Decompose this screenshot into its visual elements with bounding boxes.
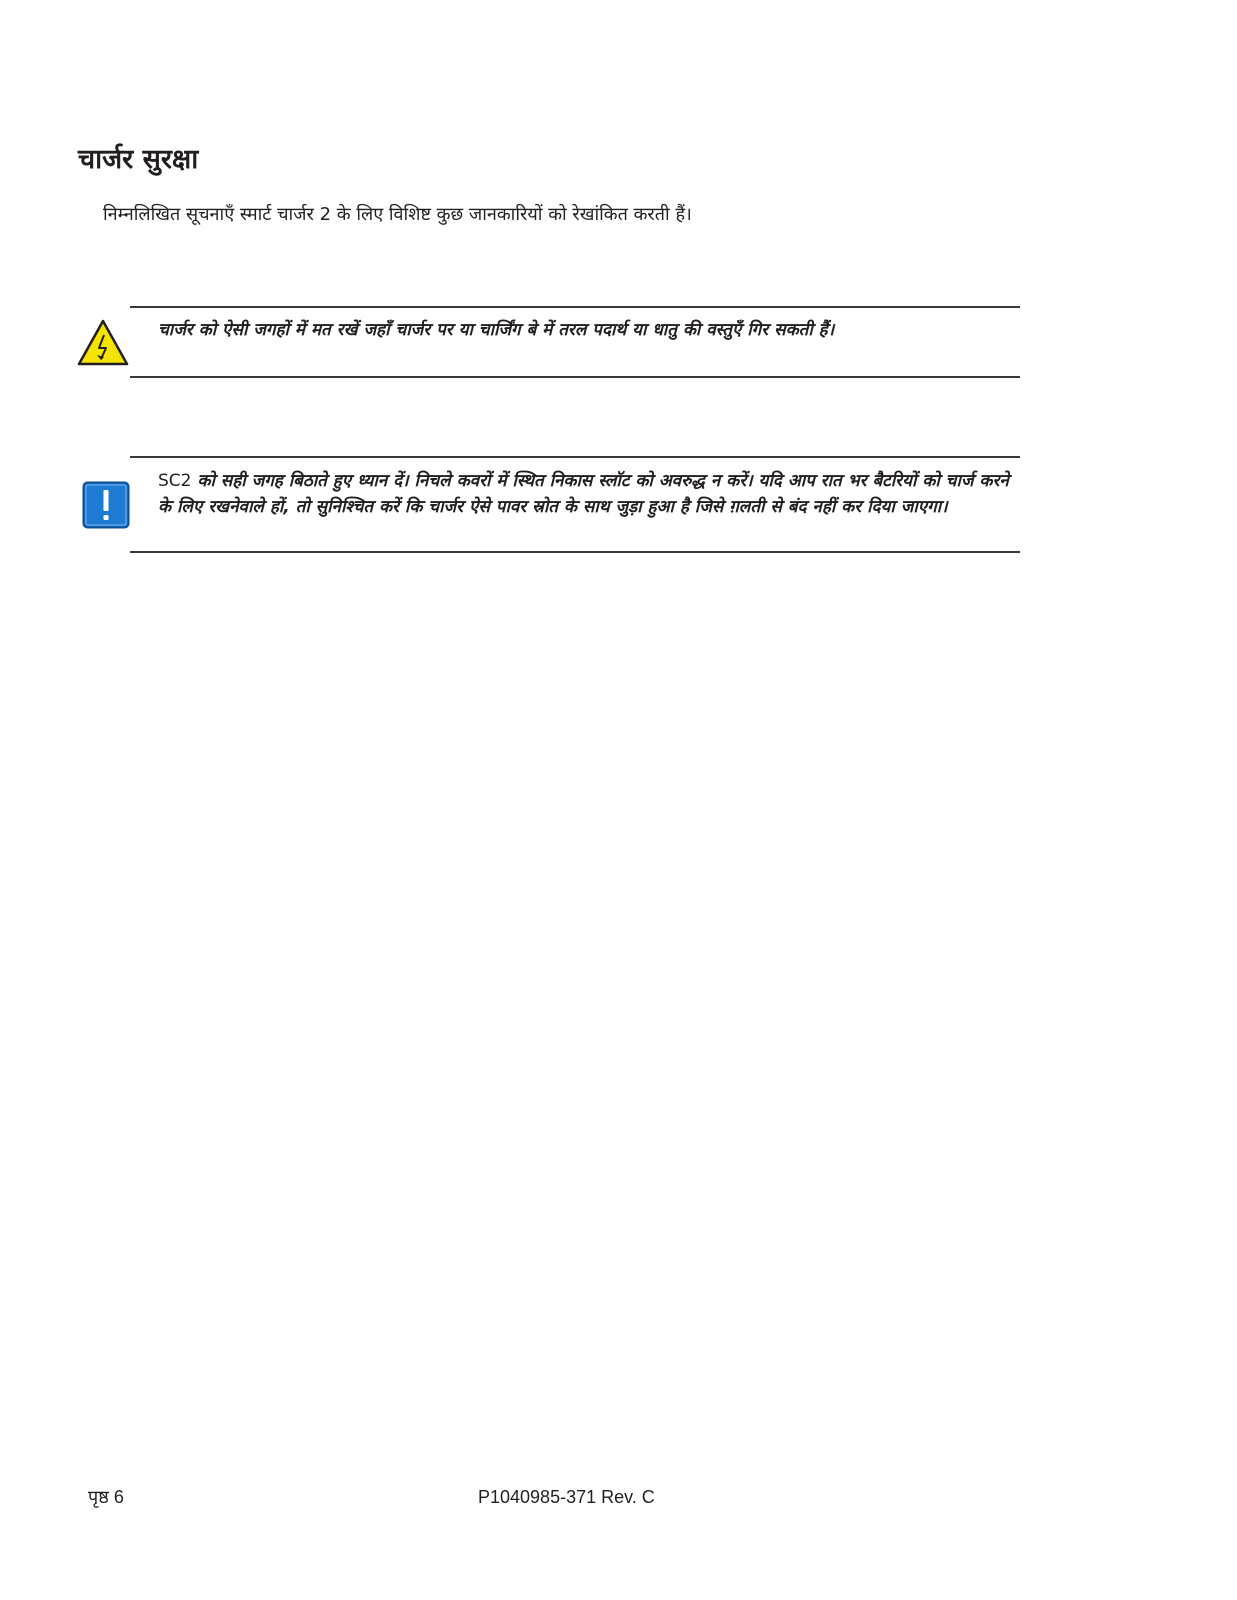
electric-shock-warning-icon	[76, 318, 130, 368]
page-number: पृष्ठ 6	[88, 1487, 124, 1507]
intro-paragraph: निम्नलिखित सूचनाएँ स्मार्ट चार्जर 2 के लिए विशिष्ट कुछ जानकारियों को रेखांकित करती हैं।	[103, 204, 692, 225]
important-notice-body: को सही जगह बिठाते हुए ध्यान दें। निचले कवरों में स्थित निकास स्लॉट को अवरुद्ध न करें। यदि आप रात भर बैटरियों को चार्ज करने के लिए रखनेवाले हों, तो सुनिश्चित करें कि चार्जर ऐसे पावर स्रोत के साथ जुड़ा हुआ है जिसे ग़लती से बंद नहीं कर दिया जाएगा।	[158, 471, 1009, 517]
page-title: चार्जर सुरक्षा	[78, 144, 199, 175]
warning-notice-text: चार्जर को ऐसी जगहों में मत रखें जहाँ चार्जर पर या चार्जिंग बे में तरल पदार्थ या धातु की वस्तुएँ गिर सकती हैं।	[158, 320, 835, 340]
important-note-icon	[82, 481, 130, 529]
important-notice	[130, 456, 1020, 553]
model-name: SC2	[158, 471, 192, 491]
important-notice-text	[158, 468, 1016, 520]
document-id: P1040985-371 Rev. C	[478, 1487, 655, 1507]
warning-notice	[130, 306, 1020, 378]
